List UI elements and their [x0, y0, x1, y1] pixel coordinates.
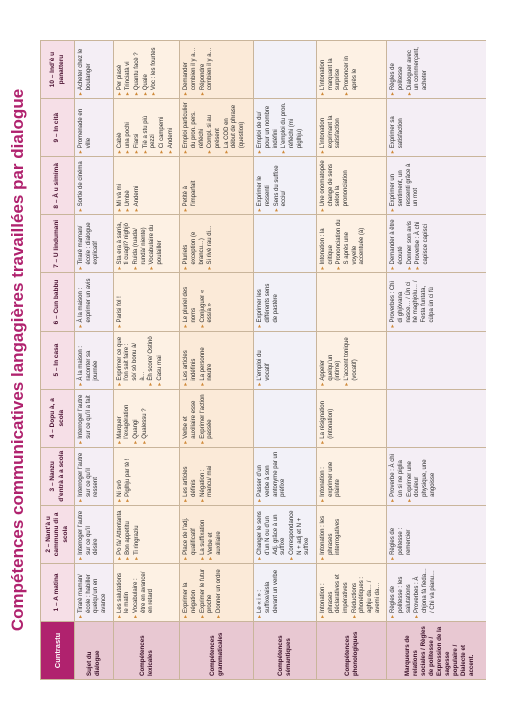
cell-item-list — [183, 393, 215, 444]
table-cell — [75, 389, 114, 447]
row-header: Compétences grammaticales — [180, 622, 254, 680]
table-cell — [75, 331, 114, 389]
cell-item: ▸ Le « i » : suffixe/aisla devant un verbe — [257, 567, 280, 618]
cell-item: ▸ Ci campemi — [159, 102, 167, 153]
cell-item: ▸ Conjuguer « ess/a » — [200, 276, 215, 327]
cell-item-list — [117, 393, 150, 444]
cell-item-list — [390, 44, 429, 95]
table-row — [180, 41, 254, 680]
cell-item-list — [183, 160, 198, 211]
row-header: Compétences phonologiques — [317, 622, 387, 680]
cell-item: ▸ Umbè — [125, 160, 133, 211]
table-cell — [317, 505, 387, 563]
cell-item: ▸ Règles de politesse : remercier — [390, 509, 413, 560]
cell-item: ▸ Les articles définis — [183, 451, 198, 502]
cell-item-list — [78, 451, 101, 502]
cell-item: ▸ Exprimer le futur proche — [200, 567, 215, 618]
cell-item: ▸ Sens du suffixe ecciu/ — [274, 160, 289, 211]
cell-item: ▸ Quantu facè ? — [134, 44, 142, 95]
table-cell — [180, 389, 254, 447]
cell-item-list — [390, 160, 421, 211]
cell-item: ▸ Èh score/ Ostinò — [148, 335, 156, 386]
cell-item-list — [390, 218, 430, 269]
column-header: 2 – Nant’à u cammunu di a scola — [41, 505, 75, 563]
cell-item: ▸ Changer le sens d’un N ou d’un Adj. grâce à un suffixe — [257, 509, 288, 560]
cell-item-list — [257, 160, 289, 211]
table-cell — [75, 157, 114, 215]
cell-item-list — [257, 509, 312, 560]
cell-item: ▸ Compl. si au présent — [207, 102, 222, 153]
corner-header: Cuntrastu — [41, 622, 75, 680]
header-row — [41, 41, 75, 680]
table-cell — [113, 389, 180, 447]
table-cell — [317, 331, 387, 389]
column-header: 10 – Ind’è u panatteru — [41, 41, 75, 99]
cell-item: ▸ Intonation : la critique — [320, 218, 335, 269]
cell-item: ▸ Correspondance N + adj et N + suffixe — [289, 509, 312, 560]
cell-item: ▸ Exprimer la négation — [183, 567, 198, 618]
cell-item: ▸ Donner son avis — [407, 218, 415, 269]
cell-item-list — [78, 509, 101, 560]
cell-item: ▸ Demander combien il y a… — [183, 44, 198, 95]
table-cell — [387, 563, 486, 621]
table-cell — [254, 389, 317, 447]
cell-item-list — [320, 451, 343, 502]
rotated-table-container — [40, 40, 486, 680]
table-cell — [254, 41, 317, 99]
table-cell — [180, 563, 254, 621]
cell-item: ▸ Fiarsi — [134, 102, 142, 153]
table-cell — [387, 389, 486, 447]
cell-item: ▸ Casu mai — [157, 335, 165, 386]
table-cell — [113, 41, 180, 99]
table-cell — [113, 99, 180, 157]
cell-item: ▸ Qualessu ? — [142, 393, 150, 444]
cell-item-list — [117, 218, 165, 269]
cell-item: ▸ Une onomatopée change de sens selon la prononciation — [320, 160, 351, 211]
cell-item: ▸ Le pluriel des noms — [183, 276, 198, 327]
table-cell — [180, 331, 254, 389]
table-cell — [254, 331, 317, 389]
table-cell — [254, 563, 317, 621]
cell-item: ▸ Bon appetitu — [125, 509, 133, 560]
cell-item: ▸ Exprimer le ressenti — [257, 160, 272, 211]
table-cell — [75, 505, 114, 563]
cell-item-list — [78, 393, 93, 444]
cell-item: ▸ Dialoguer avec un commerçant, acheter — [407, 44, 430, 95]
cell-item: ▸ Emploi de du/ pour un nombre indéfini — [257, 102, 280, 153]
column-header: 1 – A matina — [41, 563, 75, 621]
cell-item-list — [117, 102, 176, 153]
table-cell — [387, 273, 486, 331]
cell-item: ▸ Pluriels exception (e brancu…) — [183, 218, 206, 269]
cell-item: ▸ Sortie de cinéma — [78, 160, 86, 211]
cell-item-list — [78, 276, 93, 327]
cell-item: ▸ Cabiè — [117, 102, 125, 153]
column-header: 3 – Nanzu d’entrà à a scola — [41, 447, 75, 505]
cell-item: ▸ Exprimer un sentiment, un ressenti grâce à un mot — [390, 160, 421, 211]
cell-item: ▸ Proverbe : À chì capisce capisci — [415, 218, 430, 269]
cell-item: ▸ Po fà/ Attentanta — [117, 509, 125, 560]
cell-item: ▸ Intonation : exprimer une plainte — [320, 451, 343, 502]
column-header: 9 – In cità — [41, 99, 75, 157]
cell-item: ▸ L’emploi du pron. réfléchi (mi piglhju) — [281, 102, 304, 153]
cell-item: ▸ Réductions phonétiques : aghju da… / avemi da… — [352, 567, 383, 618]
cell-item: ▸ Piglhju par tè ! — [125, 451, 133, 502]
table-body — [75, 41, 487, 680]
table-row — [75, 41, 114, 680]
cell-item: ▸ Prononcer in après le — [344, 44, 359, 95]
cell-item-list — [320, 509, 343, 560]
table-cell — [180, 273, 254, 331]
table-cell — [180, 99, 254, 157]
cell-item-list — [183, 102, 246, 153]
cell-item: ▸ Passer d’un verbe à son antonyme par un préfixe — [257, 451, 288, 502]
table-row — [317, 41, 387, 680]
table-cell — [254, 447, 317, 505]
cell-item-list — [183, 509, 223, 560]
table-row — [254, 41, 317, 680]
cell-item: ▸ Quale — [143, 44, 151, 95]
cell-item-list — [117, 276, 125, 327]
cell-item-list — [257, 102, 304, 153]
cell-item: ▸ Ni svò — [117, 451, 125, 502]
table-cell — [387, 99, 486, 157]
cell-item: ▸ Marquer l’exagération — [117, 393, 132, 444]
cell-item: ▸ Si rivè rau di… — [207, 218, 215, 269]
cell-item-list — [257, 335, 272, 386]
cell-item: ▸ La suffixation — [200, 509, 208, 560]
cell-item: ▸ Ruida (ruada/ rundà/ niente) — [133, 218, 148, 269]
page-title: Compétences communicatives langagières travaillées par dialogue — [8, 88, 27, 632]
table-cell — [113, 447, 180, 505]
table-wrapper — [40, 40, 486, 680]
cell-item: ▸ Voc : les fourtes — [151, 44, 159, 95]
table-row — [387, 41, 486, 680]
cell-item: ▸ Andemi — [168, 102, 176, 153]
table-cell — [317, 563, 387, 621]
table-cell — [317, 157, 387, 215]
cell-item-list — [117, 44, 159, 95]
cell-item: ▸ Verbe et auxiliaire — [208, 509, 223, 560]
cell-item-list — [390, 451, 437, 502]
cell-item: ▸ Place de l’adj. qualificatif — [183, 509, 198, 560]
table-cell — [180, 447, 254, 505]
cell-item: ▸ Promenade en ville — [78, 102, 93, 153]
cell-item: ▸ Quangi — [133, 393, 141, 444]
table-cell — [317, 273, 387, 331]
cell-item-list — [183, 451, 215, 502]
table-cell — [254, 505, 317, 563]
cell-item: ▸ Règles de politesse : les salutations — [390, 567, 413, 618]
cell-item: ▸ Répondre combien il y a… — [200, 44, 215, 95]
table-row — [113, 41, 180, 680]
cell-item: ▸ La personne neutre — [200, 335, 215, 386]
cell-item-list — [320, 335, 359, 386]
table-cell — [75, 563, 114, 621]
column-header: 7 – U lindumani — [41, 215, 75, 273]
cell-item: ▸ Interroger l’autre sur ce qu’il désire — [78, 509, 101, 560]
table-cell — [180, 505, 254, 563]
cell-item: ▸ Les articles indéfinis — [183, 335, 198, 386]
cell-item: ▸ L’intonation exprimant la satisfaction — [320, 102, 343, 153]
row-header: Compétences sémantiques — [254, 622, 317, 680]
cell-item: ▸ Négation : mancu/ mai — [200, 451, 215, 502]
table-cell — [387, 505, 486, 563]
table-cell — [254, 215, 317, 273]
cell-item-list — [117, 509, 142, 560]
cell-item-list — [320, 218, 367, 269]
cell-item: ▸ L’intonation marquant la surprise — [320, 44, 343, 95]
cell-item: ▸ Interroger l’autre sur ce qu’il ressent — [78, 451, 101, 502]
cell-item-list — [183, 218, 215, 269]
cell-item-list — [117, 451, 133, 502]
table-cell — [387, 41, 486, 99]
cell-item-list — [183, 276, 215, 327]
cell-item: ▸ À la maison : raconter sa journée — [78, 335, 101, 386]
cell-item: ▸ Mi và mi — [117, 160, 125, 211]
cell-item-list — [390, 102, 405, 153]
cell-item-list — [78, 567, 109, 618]
cell-item: ▸ Verbe et auxiliaire esse — [183, 393, 198, 444]
row-header: Marqueurs de relations sociales / Règles de politesse / Expression de la sagesse populaire / Dialecte et accent. — [387, 622, 486, 680]
competences-table — [40, 40, 486, 680]
cell-item: ▸ Les salutations le matin — [117, 567, 132, 618]
cell-item: ▸ Exprimer sa satisfaction — [390, 102, 405, 153]
row-header: Compétences lexicales — [113, 622, 180, 680]
table-cell — [75, 447, 114, 505]
cell-item: ▸ Prononciation du S après une voyelle accentuée (à) — [336, 218, 367, 269]
cell-item: ▸ Intonation : phrases déclaratives et impératives — [320, 567, 351, 618]
table-cell — [113, 273, 180, 331]
cell-item: ▸ Vocabulaire : être en avance/ en retard — [133, 567, 156, 618]
table-cell — [317, 215, 387, 273]
cell-item: ▸ L’emploi du vocatif — [257, 335, 272, 386]
cell-item: ▸ Donner un ordre — [216, 567, 224, 618]
table-cell — [387, 447, 486, 505]
cell-item-list — [320, 160, 351, 211]
cell-item: ▸ Proverbe : À chì ùn si ne piglia — [390, 451, 405, 502]
cell-item: ▸ Ti ringraziu — [134, 509, 142, 560]
cell-item-list — [390, 567, 437, 618]
table-cell — [113, 505, 180, 563]
cell-item: ▸ Exprimer ce que l’on sait faire : sò/ sò bonu à/ à… — [117, 335, 148, 386]
cell-item: ▸ Tirarè maman/ école : habiller quelqu’un en avance — [78, 567, 109, 618]
table-cell — [180, 215, 254, 273]
cell-item-list — [78, 335, 101, 386]
table-cell — [113, 331, 180, 389]
cell-item: ▸ Anderni — [134, 160, 142, 211]
table-cell — [317, 99, 387, 157]
cell-item: ▸ Appeler quelqu’un (intime) — [320, 335, 343, 386]
cell-item-list — [183, 567, 223, 618]
cell-item-list — [78, 44, 93, 95]
cell-item: ▸ Demander à être écouté — [390, 218, 405, 269]
cell-item: ▸ Petitè à l’imparfait — [183, 160, 198, 211]
table-cell — [75, 215, 114, 273]
cell-item-list — [117, 335, 165, 386]
table-cell — [387, 215, 486, 273]
table-cell — [317, 41, 387, 99]
column-header: 6 – Cun babbu — [41, 273, 75, 331]
column-header: 4 – Dopu à, a scola — [41, 389, 75, 447]
cell-item: ▸ Proverbes : Chì di ghjòvana nasce… / Ùn ci hè maghjolu… / Festa funtata, cùlpa ùn ci fù — [390, 276, 436, 327]
cell-item: ▸ Per piasè — [117, 44, 125, 95]
table-cell — [317, 389, 387, 447]
table-cell — [387, 157, 486, 215]
table-cell — [75, 99, 114, 157]
row-header: Sujet du dialogue — [75, 622, 114, 680]
table-cell — [387, 331, 486, 389]
column-header: 8 – À u simimà — [41, 157, 75, 215]
cell-item-list — [183, 335, 215, 386]
cell-item: ▸ Tiè a stu più pezzi — [143, 102, 158, 153]
table-cell — [75, 273, 114, 331]
cell-item-list — [390, 276, 436, 327]
cell-item: ▸ Intonation : les phrases interrogatives — [320, 509, 343, 560]
cell-item: ▸ Emploi particulier du pron. pers. réfléchi — [183, 102, 206, 153]
cell-item-list — [320, 393, 335, 444]
cell-item: ▸ Acheter chez le boulanger — [78, 44, 93, 95]
cell-item: ▸ Trinciatà vi — [125, 44, 133, 95]
table-cell — [180, 41, 254, 99]
cell-item-list — [320, 102, 343, 153]
cell-item-list — [183, 44, 215, 95]
cell-item-list — [320, 567, 382, 618]
cell-item-list — [78, 102, 93, 153]
cell-item-list — [117, 567, 156, 618]
cell-item-list — [257, 451, 288, 502]
table-cell — [75, 41, 114, 99]
cell-item: ▸ una pochi — [125, 102, 133, 153]
cell-item: ▸ Interroger l’autre sur ce qu’il a fait — [78, 393, 93, 444]
cell-item-list — [320, 44, 359, 95]
cell-item: ▸ Parisi fol ! — [117, 276, 125, 327]
cell-item: ▸ Exprimer une douleur physique, une angoisse — [407, 451, 438, 502]
cell-item: ▸ Vocabulaire du poulailler — [149, 218, 164, 269]
cell-item-list — [257, 567, 280, 618]
table-cell — [317, 447, 387, 505]
table-cell — [113, 157, 180, 215]
cell-item: ▸ Sta era à sarria, ti cuagli? nighjò — [117, 218, 132, 269]
cell-item: ▸ À la maison : exprimer un avis — [78, 276, 93, 327]
cell-item: ▸ La résignation (intonation) — [320, 393, 335, 444]
column-header: 5 – In casa — [41, 331, 75, 389]
table-cell — [180, 157, 254, 215]
cell-item-list — [78, 160, 86, 211]
cell-item: ▸ Règles de politesse — [390, 44, 405, 95]
cell-item: ▸ Tirarè maman/ école : dialogue explicatif — [78, 218, 101, 269]
cell-item: ▸ Proverbes : À chjona fà fieda… / Chì và pianu… — [414, 567, 437, 618]
cell-item-list — [390, 509, 413, 560]
table-cell — [113, 563, 180, 621]
cell-item: ▸ Exprimer les différents sens de pastère — [257, 276, 280, 327]
cell-item: ▸ L’accent tonique (vocatif) — [344, 335, 359, 386]
table-cell — [254, 273, 317, 331]
table-cell — [113, 215, 180, 273]
cell-item-list — [117, 160, 142, 211]
table-cell — [254, 99, 317, 157]
table-cell — [254, 157, 317, 215]
cell-item-list — [257, 276, 280, 327]
cell-item: ▸ Exprimer l’action passée — [200, 393, 215, 444]
cell-item: ▸ La COD en début de phrase (question) — [224, 102, 247, 153]
cell-item-list — [78, 218, 101, 269]
